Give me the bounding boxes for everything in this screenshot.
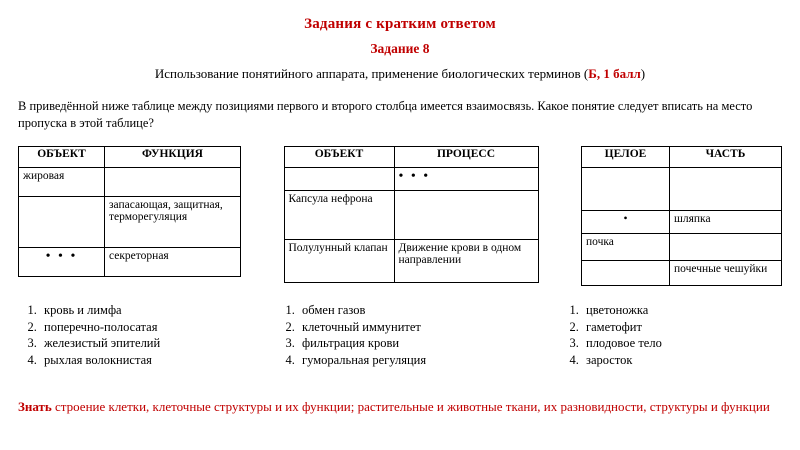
table-cell [284, 167, 394, 190]
table-row [582, 167, 782, 210]
column-header: ОБЪЕКТ [284, 146, 394, 167]
task-description [18, 66, 782, 82]
table-cell [670, 167, 782, 210]
table-whole-part [581, 146, 782, 286]
footer-text: строение клетки, клеточные структуры и их функции; растительные и животные ткани, их разновидности, структуры и функции [51, 399, 770, 414]
answer-option[interactable]: 4. рыхлая волокнистая [40, 352, 270, 369]
table-row [19, 196, 241, 247]
answers-group-2 [276, 302, 554, 369]
column-header: ФУНКЦИЯ [105, 146, 241, 167]
table-row [582, 210, 782, 233]
column-header: ОБЪЕКТ [19, 146, 105, 167]
answer-option[interactable]: 4. гуморальная регуляция [298, 352, 554, 369]
table-cell [105, 167, 241, 196]
column-header: ПРОЦЕСС [394, 146, 538, 167]
table-header-row [19, 146, 241, 167]
column-header: ЧАСТЬ [670, 146, 782, 167]
table-cell-missing: • • • [394, 167, 538, 190]
table-row [582, 233, 782, 260]
table-cell: Движение крови в одном направлении [394, 239, 538, 282]
tables-container [18, 146, 782, 286]
answer-option[interactable]: 3. фильтрация крови [298, 335, 554, 352]
table-row [284, 239, 538, 282]
table-cell: жировая [19, 167, 105, 196]
table-header-row [284, 146, 538, 167]
table-row [19, 247, 241, 276]
table-cell: Полулунный клапан [284, 239, 394, 282]
answer-option[interactable]: 2. поперечно-полосатая [40, 319, 270, 336]
table-cell [670, 233, 782, 260]
answer-option[interactable]: 3. плодовое тело [582, 335, 782, 352]
table-cell-missing: • [582, 210, 670, 233]
column-header: ЦЕЛОЕ [582, 146, 670, 167]
task-points-badge: Б, 1 балл [588, 66, 641, 81]
task-description-text: Использование понятийного аппарата, применение биологических терминов ( [154, 66, 589, 81]
answer-option[interactable]: 1. цветоножка [582, 302, 782, 319]
page-title: Задания с кратким ответом [304, 16, 496, 32]
table-cell: почка [582, 233, 670, 260]
table-cell: шляпка [670, 210, 782, 233]
answer-option[interactable]: 4. заросток [582, 352, 782, 369]
answer-option[interactable]: 3. железистый эпителий [40, 335, 270, 352]
table-cell: Капсула нефрона [284, 190, 394, 239]
task-number: Задание 8 [370, 41, 430, 56]
footer-lead: Знать [18, 399, 52, 414]
table-cell [582, 260, 670, 285]
table-row [19, 167, 241, 196]
table-cell [19, 196, 105, 247]
table-cell: запасающая, защитная, терморегуляция [105, 196, 241, 247]
answers-container [18, 302, 782, 369]
task-intro-text: В приведённой ниже таблице между позициями первого и второго столбца имеется взаимосвязь. Какое понятие следует вписать на место пропуска в этой таблице? [18, 99, 753, 130]
table-cell-missing: • • • [19, 247, 105, 276]
answer-option[interactable]: 1. кровь и лимфа [40, 302, 270, 319]
table-row [582, 260, 782, 285]
table-cell: почечные чешуйки [670, 260, 782, 285]
answer-option[interactable]: 1. обмен газов [298, 302, 554, 319]
answer-option[interactable]: 2. гаметофит [582, 319, 782, 336]
table-object-function [18, 146, 241, 277]
answer-option[interactable]: 2. клеточный иммунитет [298, 319, 554, 336]
table-object-process [284, 146, 539, 283]
task-description-close: ) [640, 66, 646, 81]
answers-group-1 [18, 302, 270, 369]
table-cell [582, 167, 670, 210]
table-row [284, 167, 538, 190]
table-header-row [582, 146, 782, 167]
footer-note [18, 398, 782, 416]
table-cell: секреторная [105, 247, 241, 276]
answers-group-3 [560, 302, 782, 369]
table-row [284, 190, 538, 239]
table-cell [394, 190, 538, 239]
